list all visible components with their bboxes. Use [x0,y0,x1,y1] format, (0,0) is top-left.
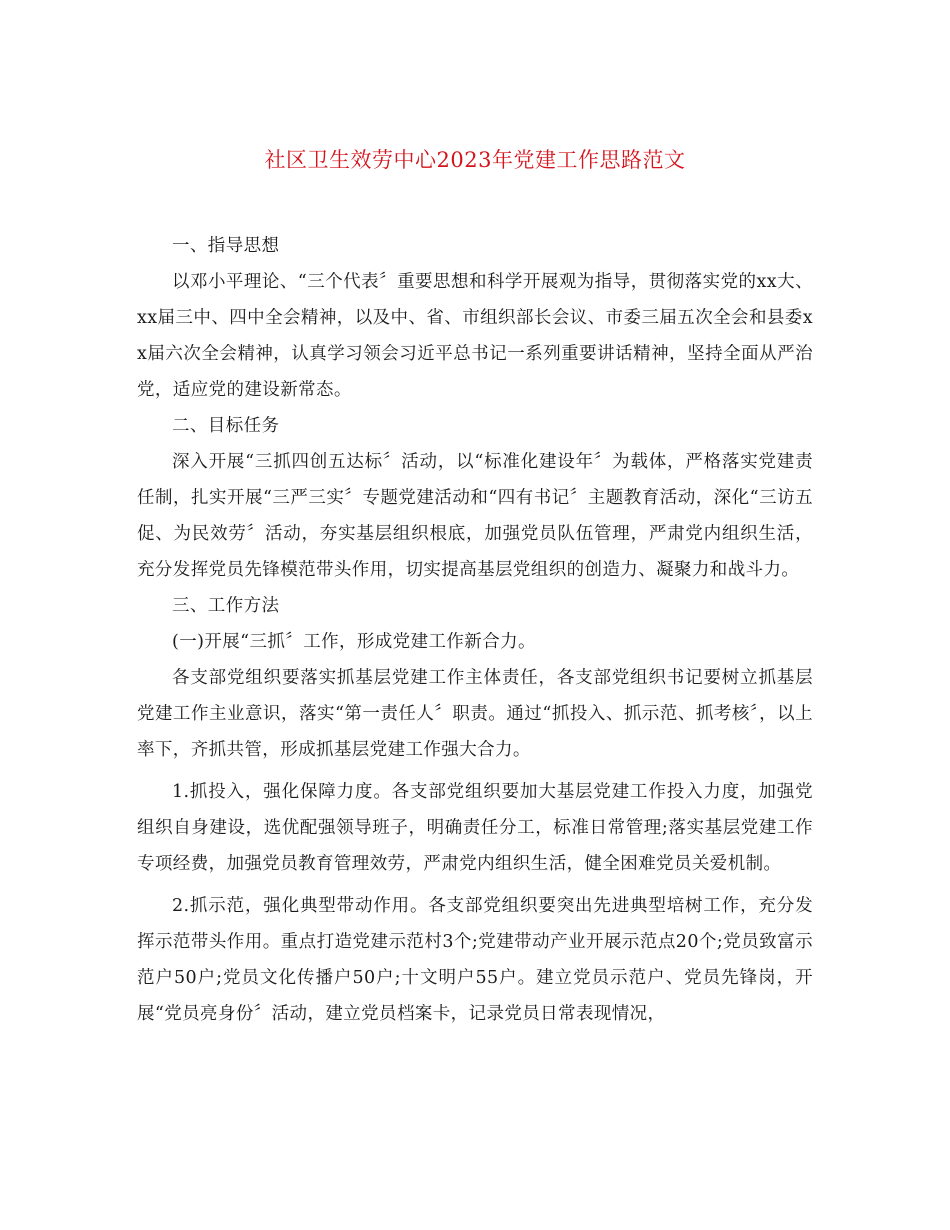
paragraph-goals: 深入开展“三抓四创五达标〞活动，以“标准化建设年〞为载体，严格落实党建责任制，扎实开展“三严三实〞专题党建活动和“四有书记〞主题教育活动，深化“三访五促、为民效劳〞活动，夯实基层组织根底，加强党员队伍管理，严肃党内组织生活，充分发挥党员先锋模范带头作用，切实提高基层党组织的创造力、凝聚力和战斗力。 [137,452,813,580]
document-title: 社区卫生效劳中心2023年党建工作思路范文 [264,148,686,172]
paragraph-guiding-ideology: 以邓小平理论、“三个代表〞重要思想和科学开展观为指导，贯彻落实党的xx大、xx届三中、四中全会精神，以及中、省、市组织部长会议、市委三届五次全会和县委xx届六次全会精神，认真学习领会习近平总书记一系列重要讲话精神，坚持全面从严治党，适应党的建设新常态。 [137,272,813,400]
paragraph-three-grasps: 各支部党组织要落实抓基层党建工作主体责任，各支部党组织书记要树立抓基层党建工作主业意识，落实“第一责任人〞职责。通过“抓投入、抓示范、抓考核〞，以上率下，齐抓共管，形成抓基层党建工作强大合力。 [137,668,813,760]
list-item-grasp-investment: 1.抓投入，强化保障力度。各支部党组织要加大基层党建工作投入力度，加强党组织自身建设，选优配强领导班子，明确责任分工，标准日常管理;落实基层党建工作专项经费，加强党员教育管理效劳，严肃党内组织生活，健全困难党员关爱机制。 [137,782,813,874]
document-body [137,228,813,1032]
list-item-grasp-demonstration: 2.抓示范，强化典型带动作用。各支部党组织要突出先进典型培树工作，充分发挥示范带头作用。重点打造党建示范村3个;党建带动产业开展示范点20个;党员致富示范户50户;党员文化传播户50户;十文明户55户。建立党员示范户、党员先锋岗，开展“党员亮身份〞活动，建立党员档案卡，记录党员日常表现情况， [137,896,813,1024]
subsection-heading-three-grasps: (一)开展“三抓〞工作，形成党建工作新合力。 [172,632,536,652]
section-heading-guiding-ideology: 一、指导思想 [172,236,280,256]
section-heading-methods: 三、工作方法 [172,596,280,616]
section-heading-goals: 二、目标任务 [172,416,280,436]
